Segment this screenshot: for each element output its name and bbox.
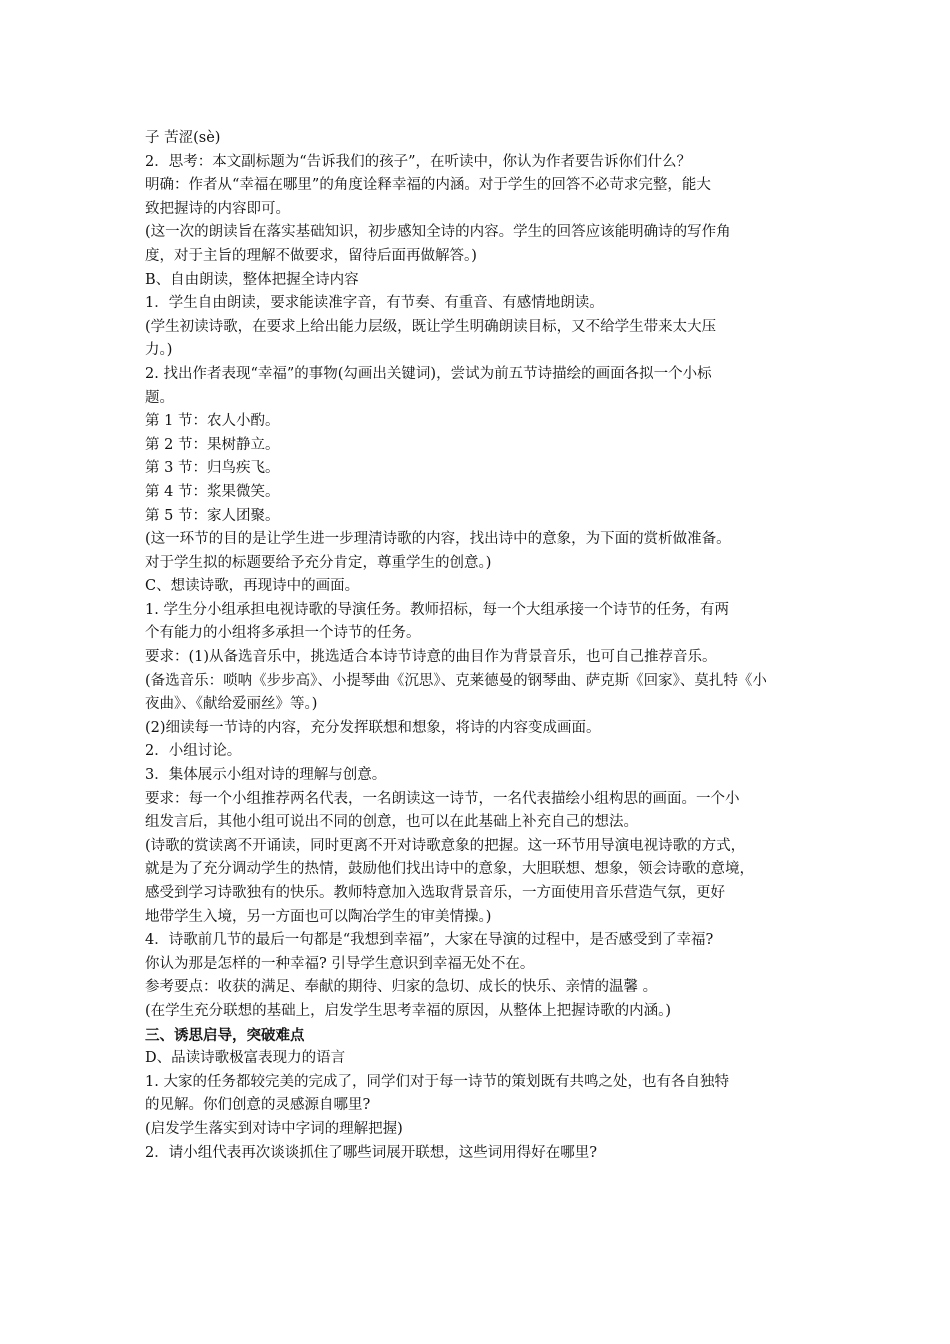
text-line: 2．请小组代表再次谈谈抓住了哪些词展开联想，这些词用得好在哪里? [145, 1144, 597, 1161]
text-line: 的见解。你们创意的灵感源自哪里? [145, 1097, 371, 1114]
text-line: 子 苦涩(sè) [145, 130, 221, 146]
text-line: 要求：(1)从备选音乐中，挑选适合本诗节诗意的曲目作为背景音乐，也可自己推荐音乐。 [145, 649, 717, 666]
section-heading: B、自由朗读，整体把握全诗内容 [145, 271, 359, 288]
list-item: 第 1 节：农人小酌。 [145, 413, 280, 430]
text-line: 1. 学生分小组承担电视诗歌的导演任务。教师招标，每一个大组承接一个诗节的任务，有两 [145, 601, 729, 618]
text-line: 夜曲》、《献给爱丽丝》等。) [145, 696, 318, 713]
text-line: 度，对于主旨的理解不做要求，留待后面再做解答。) [145, 247, 477, 264]
text-line: 1. 大家的任务都较完美的完成了，同学们对于每一诗节的策划既有共鸣之处，也有各自独特 [145, 1073, 729, 1090]
text-line: (备选音乐：唢呐《步步高》、小提琴曲《沉思》、克莱德曼的钢琴曲、萨克斯《回家》、莫扎特《小 [145, 672, 767, 689]
text-line: 地带学生入境，另一方面也可以陶冶学生的审美情操。) [145, 908, 492, 925]
text-line: 2．思考：本文副标题为“告诉我们的孩子”，在听读中，你认为作者要告诉你们什么？ [145, 153, 692, 170]
list-item: 第 2 节：果树静立。 [145, 436, 280, 453]
text-line: (这一环节的目的是让学生进一步理清诗歌的内容，找出诗中的意象，为下面的赏析做准备。 [145, 531, 731, 548]
text-line: 要求：每一个小组推荐两名代表，一名朗读这一诗节，一名代表描绘小组构思的画面。一个小 [145, 790, 740, 807]
text-line: 组发言后，其他小组可说出不同的创意，也可以在此基础上补充自己的想法。 [145, 814, 638, 831]
text-line: (启发学生落实到对诗中字词的理解把握) [145, 1120, 403, 1137]
text-line: 3．集体展示小组对诗的理解与创意。 [145, 767, 387, 784]
text-line: (这一次的朗读旨在落实基础知识，初步感知全诗的内容。学生的回答应该能明确诗的写作角 [145, 224, 731, 241]
text-line: 题。 [145, 389, 174, 406]
list-item: 第 5 节：家人团聚。 [145, 507, 280, 524]
text-line: 1．学生自由朗读，要求能读准字音，有节奏、有重音、有感情地朗读。 [145, 295, 604, 312]
list-item: 第 3 节：归鸟疾飞。 [145, 460, 280, 477]
text-line: 2. 找出作者表现“幸福”的事物(勾画出关键词)，尝试为前五节诗描绘的画面各拟一个小标 [145, 365, 712, 382]
text-line: 2．小组讨论。 [145, 743, 242, 760]
text-line: 4．诗歌前几节的最后一句都是“我想到幸福”，大家在导演的过程中，是否感受到了幸福? [145, 932, 714, 949]
document-page [145, 127, 817, 1165]
text-line: (2)细读每一节诗的内容，充分发挥联想和想象，将诗的内容变成画面。 [145, 719, 601, 736]
text-line: 对于学生拟的标题要给予充分肯定，尊重学生的创意。) [145, 554, 492, 571]
section-heading: D、品读诗歌极富表现力的语言 [145, 1050, 346, 1067]
text-line: 个有能力的小组将多承担一个诗节的任务。 [145, 625, 421, 642]
text-line: 明确：作者从“幸福在哪里”的角度诠释幸福的内涵。对于学生的回答不必苛求完整，能大 [145, 177, 711, 194]
text-line: 就是为了充分调动学生的热情，鼓励他们找出诗中的意象，大胆联想、想象，领会诗歌的意境， [145, 861, 754, 878]
text-line: 感受到学习诗歌独有的快乐。教师特意加入选取背景音乐，一方面使用音乐营造气氛，更好 [145, 885, 725, 901]
list-item: 第 4 节：浆果微笑。 [145, 483, 280, 500]
text-line: 致把握诗的内容即可。 [145, 200, 290, 217]
section-heading-bold: 三、诱思启导，突破难点 [145, 1026, 305, 1044]
text-line: (学生初读诗歌，在要求上给出能力层级，既让学生明确朗读目标，又不给学生带来太大压 [145, 318, 717, 335]
text-line: (在学生充分联想的基础上，启发学生思考幸福的原因，从整体上把握诗歌的内涵。) [145, 1002, 672, 1019]
text-line: 你认为那是怎样的一种幸福? 引导学生意识到幸福无处不在。 [145, 955, 535, 972]
section-heading: C、想读诗歌，再现诗中的画面。 [145, 578, 360, 595]
text-line: 力。) [145, 342, 173, 359]
text-line: (诗歌的赏读离不开诵读，同时更离不开对诗歌意象的把握。这一环节用导演电视诗歌的方式， [145, 837, 746, 854]
text-line: 参考要点：收获的满足、奉献的期待、归家的急切、成长的快乐、亲情的温馨 。 [145, 979, 658, 996]
